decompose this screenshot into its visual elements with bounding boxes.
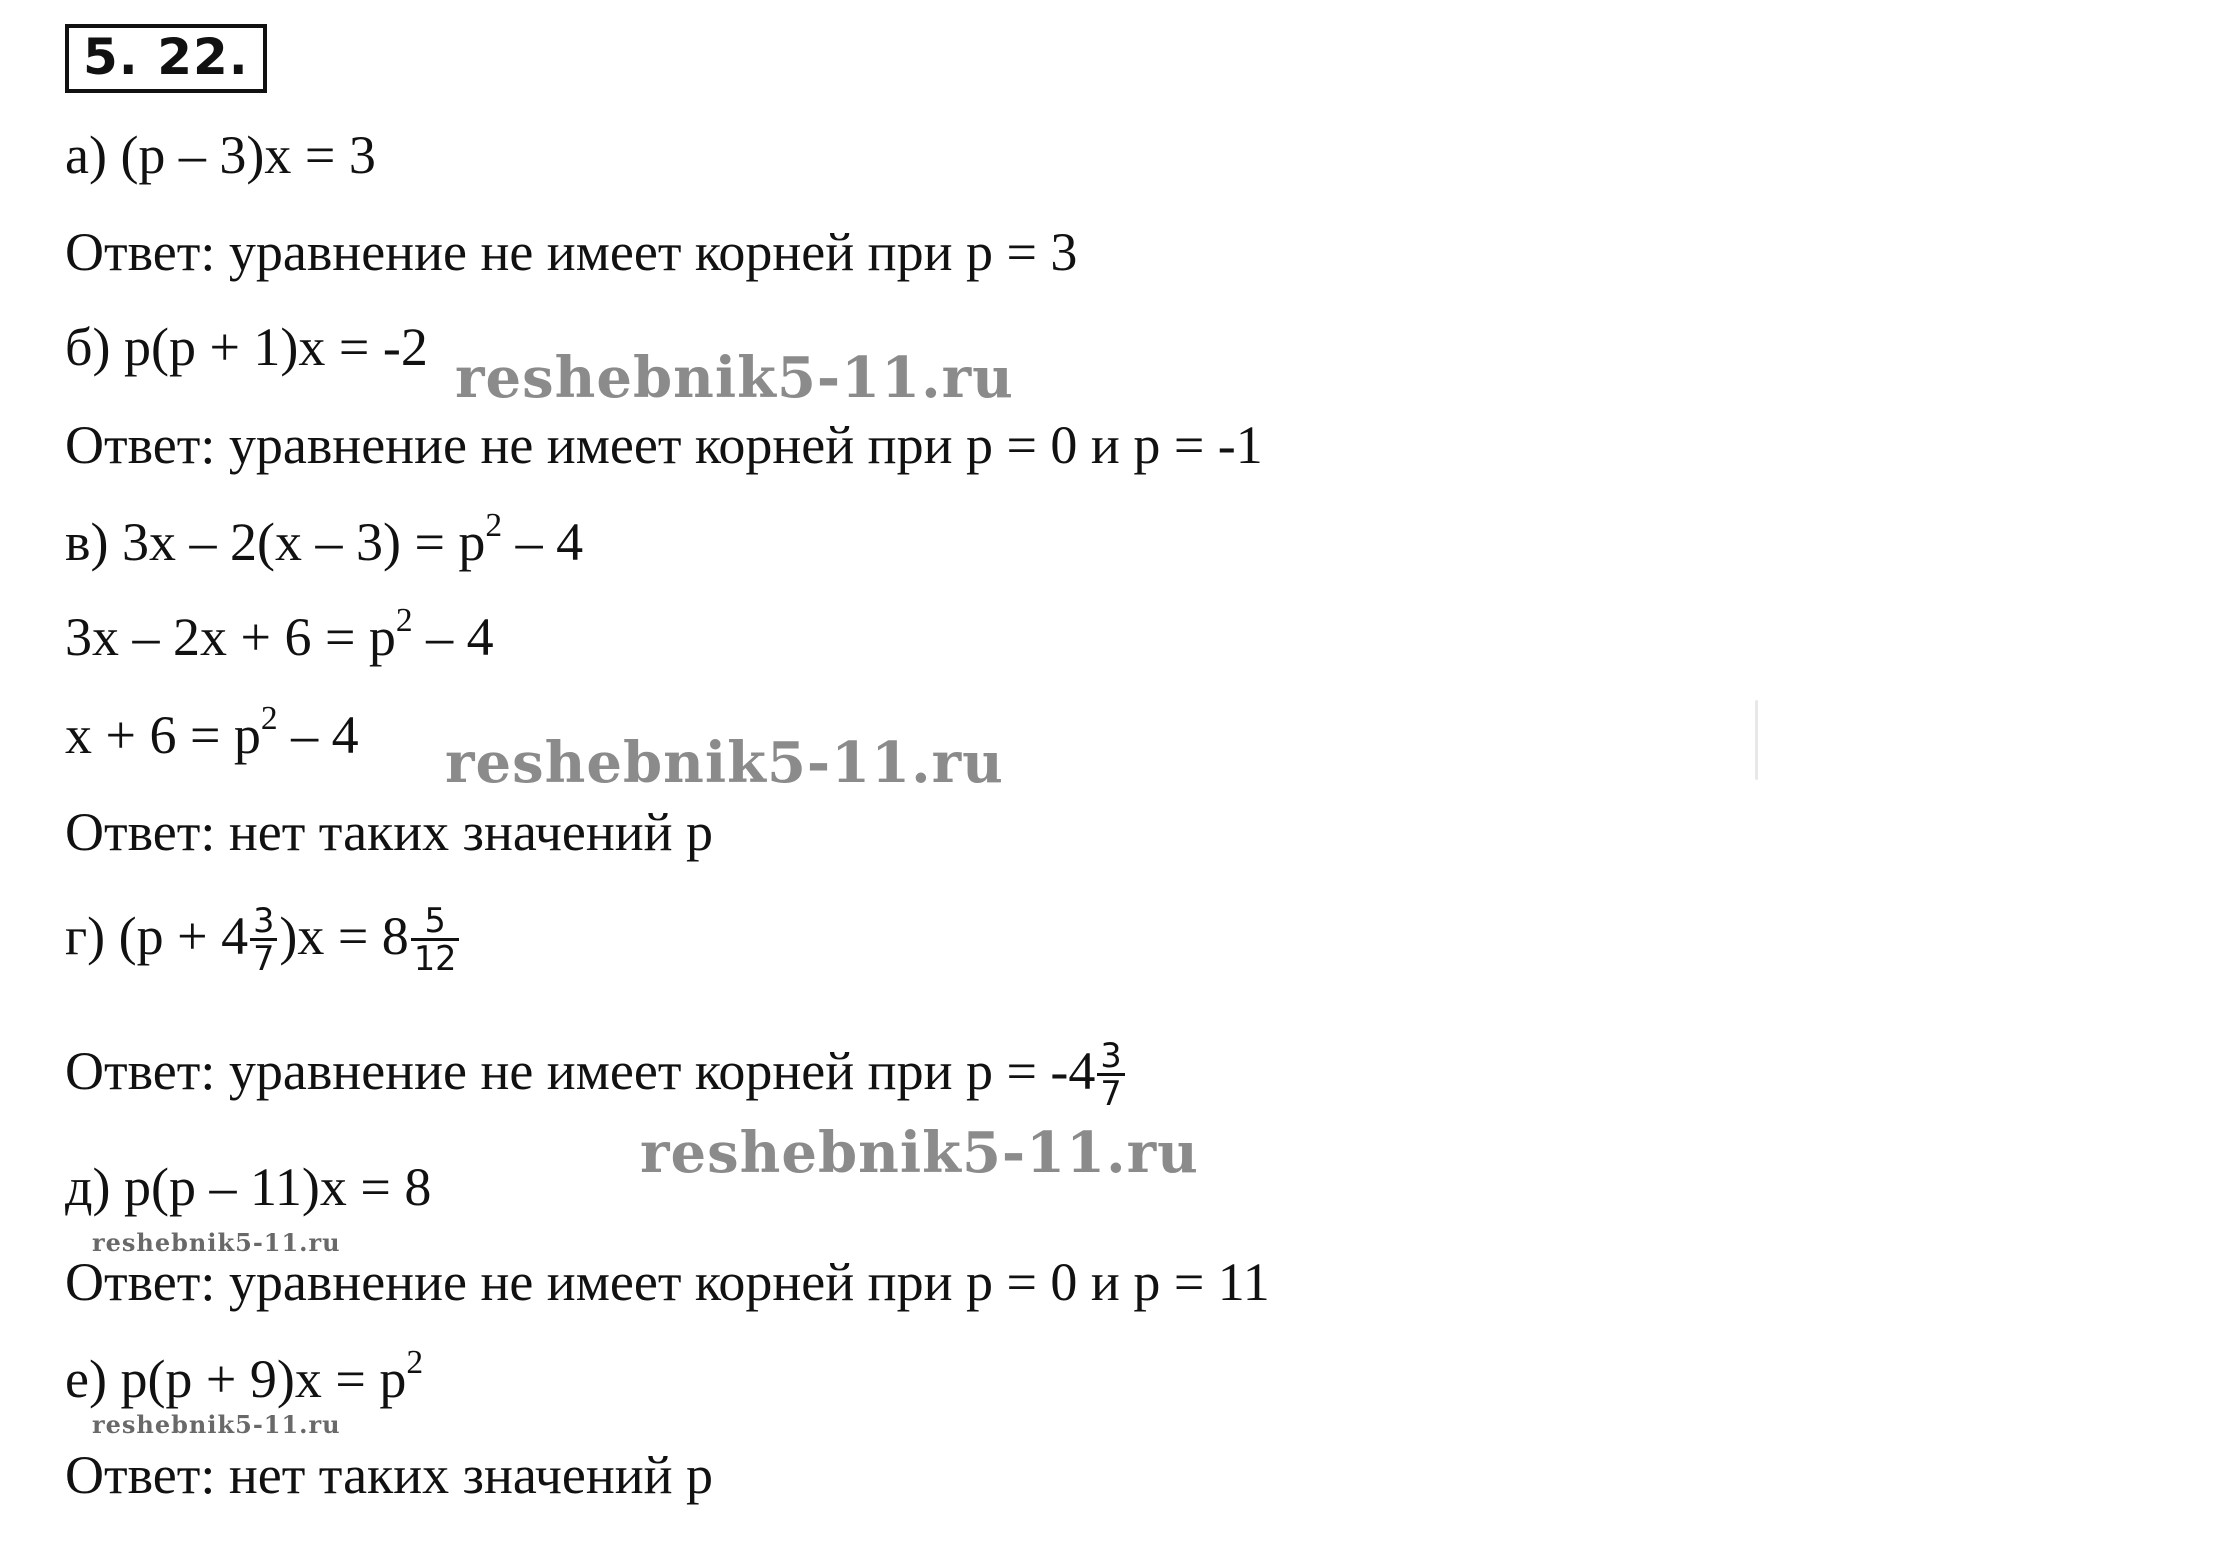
part-v-step-3: [65, 699, 359, 765]
watermark-2: reshebnik5-11.ru: [445, 730, 1004, 796]
exponent: 2: [260, 699, 278, 737]
part-v-step-2-left: 3x – 2x + 6 = p: [65, 607, 396, 667]
part-g-equation-middle: )x = 8: [279, 906, 409, 967]
fraction-three-sevenths: [250, 901, 277, 979]
part-e-answer: Ответ: нет таких значений p: [65, 1445, 714, 1505]
part-e-equation-left: е) p(p + 9)x = p: [65, 1349, 407, 1409]
fraction-numerator: 5: [411, 903, 460, 941]
watermark-1: reshebnik5-11.ru: [455, 345, 1014, 411]
part-v-step-3-right: – 4: [277, 705, 359, 765]
fraction-five-twelfths: [411, 901, 460, 979]
part-v-equation-left: в) 3x – 2(x – 3) = p: [65, 512, 486, 572]
fraction-three-sevenths: [1097, 1036, 1124, 1114]
part-g-answer-text: Ответ: уравнение не имеет корней при p = -4: [65, 1041, 1096, 1102]
part-a-equation: а) (p – 3)x = 3: [65, 125, 376, 185]
fraction-numerator: 3: [250, 903, 277, 941]
part-g-answer: [65, 1036, 1127, 1114]
fraction-denominator: 7: [253, 939, 275, 979]
watermark-3: reshebnik5-11.ru: [640, 1120, 1199, 1186]
part-d-answer: Ответ: уравнение не имеет корней при p = 0 и p = 11: [65, 1252, 1270, 1312]
scan-artifact: [1755, 700, 1758, 780]
part-v-answer: Ответ: нет таких значений p: [65, 802, 714, 862]
fraction-numerator: 3: [1097, 1038, 1124, 1076]
exponent: 2: [485, 506, 503, 544]
part-g-equation: [65, 901, 461, 979]
fraction-denominator: 12: [413, 939, 457, 979]
watermark-4: reshebnik5-11.ru: [92, 1228, 341, 1257]
exponent: 2: [395, 601, 413, 639]
part-g-equation-left: г) (p + 4: [65, 906, 249, 967]
part-e-equation: [65, 1343, 424, 1409]
part-d-equation: д) p(p – 11)x = 8: [65, 1157, 432, 1217]
part-a-answer: Ответ: уравнение не имеет корней при p = 3: [65, 222, 1078, 282]
fraction-denominator: 7: [1100, 1074, 1122, 1114]
watermark-5: reshebnik5-11.ru: [92, 1410, 341, 1439]
part-v-equation-right: – 4: [502, 512, 584, 572]
part-b-equation: б) p(p + 1)x = -2: [65, 317, 428, 377]
part-v-equation: [65, 506, 584, 572]
part-v-step-3-left: x + 6 = p: [65, 705, 261, 765]
exponent: 2: [406, 1343, 424, 1381]
problem-number: 5. 22.: [65, 24, 267, 93]
part-v-step-2-right: – 4: [412, 607, 494, 667]
part-v-step-2: [65, 601, 494, 667]
part-b-answer: Ответ: уравнение не имеет корней при p = 0 и p = -1: [65, 415, 1263, 475]
